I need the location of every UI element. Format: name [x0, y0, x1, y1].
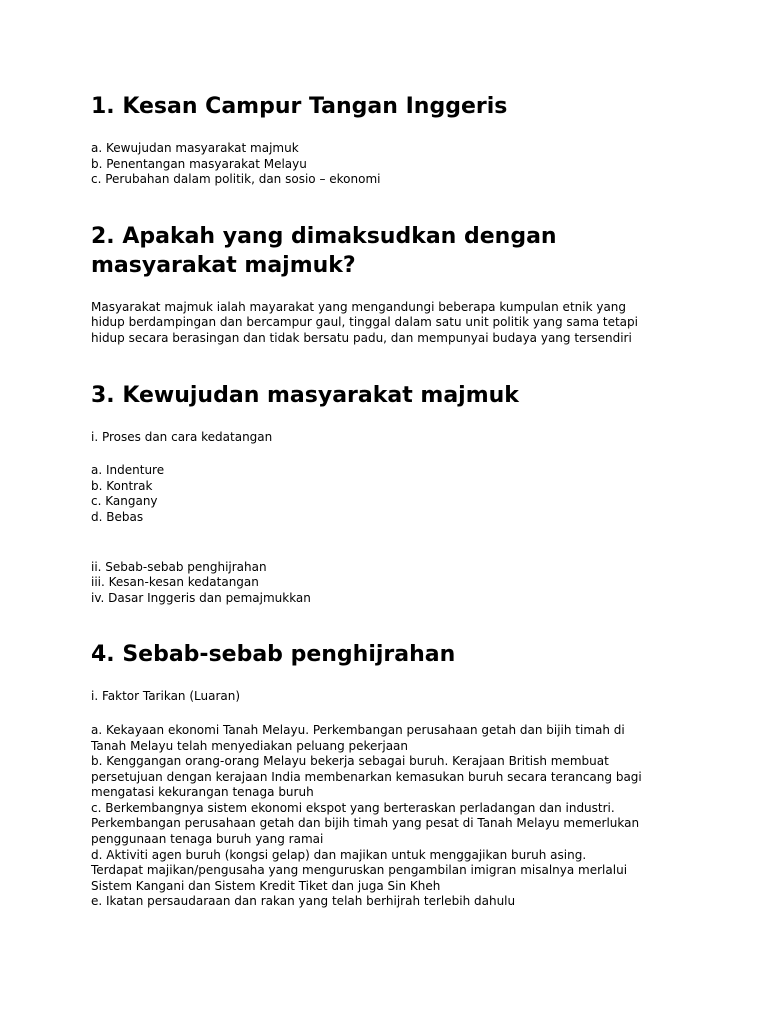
section-1 [91, 92, 751, 188]
section-4-line: persetujuan dengan kerajaan India membenarkan kemasukan buruh secara terancang bagi [91, 769, 642, 784]
section-2-heading-line: 2. Apakah yang dimaksudkan dengan [91, 223, 557, 249]
section-4-line: Perkembangan perusahaan getah dan bijih timah yang pesat di Tanah Melayu memerlukan [91, 816, 640, 831]
section-4-line: d. Aktiviti agen buruh (kongsi gelap) dan majikan untuk menggajikan buruh asing. [91, 847, 587, 862]
section-1-line: c. Perubahan dalam politik, dan sosio – ekonomi [91, 172, 381, 187]
section-4-line: Tanah Melayu telah menyediakan peluang pekerjaan [91, 738, 409, 753]
section-3-item: b. Kontrak [91, 478, 153, 493]
section-4-line: penggunaan tenaga buruh yang ramai [91, 832, 324, 847]
section-3-subtopic: ii. Sebab-sebab penghijrahan [91, 559, 267, 574]
section-4-intro: i. Faktor Tarikan (Luaran) [91, 689, 241, 704]
section-4-line: b. Kenggangan orang-orang Melayu bekerja sebagai buruh. Kerajaan British membuat [91, 754, 609, 769]
section-2-paragraph-line: hidup berdampingan dan bercampur gaul, tinggal dalam satu unit politik yang sama tetapi [91, 315, 638, 330]
section-3-item: c. Kangany [91, 494, 158, 509]
section-3-item: d. Bebas [91, 509, 144, 524]
section-2-heading [91, 222, 751, 280]
section-3-intro: i. Proses dan cara kedatangan [91, 429, 273, 444]
section-2-paragraph-line: Masyarakat majmuk ialah mayarakat yang mengandungi beberapa kumpulan etnik yang [91, 299, 627, 314]
section-3-heading: 3. Kewujudan masyarakat majmuk [91, 382, 519, 408]
section-1-line: a. Kewujudan masyarakat majmuk [91, 141, 299, 155]
section-4-line: Terdapat majikan/pengusaha yang menguruskan pengambilan imigran misalnya merlalui [91, 863, 628, 878]
section-4-line: a. Kekayaan ekonomi Tanah Melayu. Perkembangan perusahaan getah dan bijih timah di [91, 722, 625, 737]
section-3-item: a. Indenture [91, 463, 165, 478]
section-4-line: c. Berkembangnya sistem ekonomi ekspot yang berteraskan perladangan dan industri. [91, 800, 615, 815]
section-1-line: b. Penentangan masyarakat Melayu [91, 156, 307, 171]
section-2-heading-line: masyarakat majmuk? [91, 252, 356, 278]
document-page [91, 92, 751, 910]
section-4-line: Sistem Kangani dan Sistem Kredit Tiket dan juga Sin Kheh [91, 878, 441, 893]
section-4-line: mengatasi kekurangan tenaga buruh [91, 785, 314, 800]
section-1-heading: 1. Kesan Campur Tangan Inggeris [91, 94, 508, 119]
section-3 [91, 381, 751, 607]
section-4 [91, 640, 751, 910]
section-3-subtopic: iii. Kesan-kesan kedatangan [91, 575, 259, 590]
section-2 [91, 222, 751, 347]
section-4-heading: 4. Sebab-sebab penghijrahan [91, 642, 456, 668]
section-3-subtopic: iv. Dasar Inggeris dan pemajmukkan [91, 590, 311, 605]
section-2-paragraph-line: hidup secara berasingan dan tidak bersatu padu, dan mempunyai budaya yang tersendiri [91, 330, 632, 345]
section-4-line: e. Ikatan persaudaraan dan rakan yang telah berhijrah terlebih dahulu [91, 894, 516, 909]
